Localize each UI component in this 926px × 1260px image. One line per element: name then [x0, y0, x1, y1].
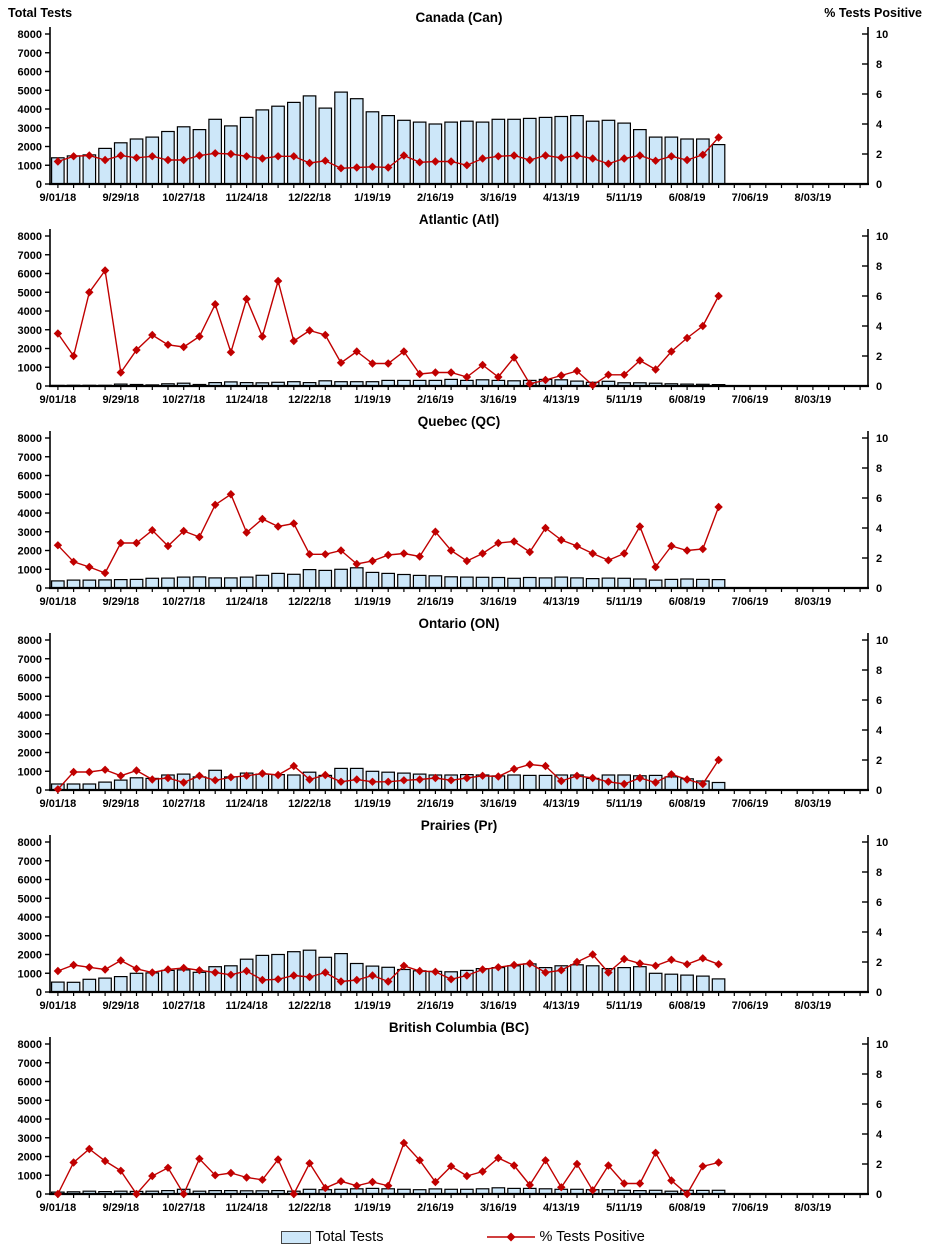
atlantic-chart	[0, 204, 926, 406]
svg-text:4: 4	[876, 1129, 883, 1141]
svg-text:2: 2	[876, 553, 883, 565]
svg-text:9/01/18: 9/01/18	[39, 394, 77, 406]
svg-text:9/29/18: 9/29/18	[102, 798, 140, 810]
svg-text:8/03/19: 8/03/19	[794, 394, 832, 406]
svg-text:6000: 6000	[17, 66, 42, 79]
svg-text:10/27/18: 10/27/18	[162, 798, 206, 810]
svg-text:3/16/19: 3/16/19	[479, 394, 517, 406]
svg-text:British Columbia (BC): British Columbia (BC)	[388, 1020, 530, 1035]
svg-text:8000: 8000	[17, 29, 42, 41]
svg-text:0: 0	[876, 785, 883, 797]
svg-text:9/01/18: 9/01/18	[39, 192, 77, 204]
svg-text:7/06/19: 7/06/19	[731, 1202, 769, 1214]
svg-text:10/27/18: 10/27/18	[162, 1202, 206, 1214]
svg-text:3/16/19: 3/16/19	[479, 596, 517, 608]
svg-text:8000: 8000	[17, 837, 42, 849]
svg-text:Prairies (Pr): Prairies (Pr)	[420, 818, 498, 833]
svg-text:4: 4	[876, 119, 883, 131]
svg-text:10/27/18: 10/27/18	[162, 394, 206, 406]
svg-text:5000: 5000	[17, 893, 42, 906]
svg-text:9/01/18: 9/01/18	[39, 798, 77, 810]
svg-text:7000: 7000	[17, 47, 42, 60]
svg-text:Ontario (ON): Ontario (ON)	[418, 616, 500, 631]
svg-text:2/16/19: 2/16/19	[417, 192, 454, 204]
svg-text:6000: 6000	[17, 1076, 42, 1089]
svg-text:6/08/19: 6/08/19	[668, 192, 706, 204]
svg-text:4/13/19: 4/13/19	[542, 192, 580, 204]
svg-text:4/13/19: 4/13/19	[542, 1202, 580, 1214]
svg-text:5/11/19: 5/11/19	[606, 1202, 643, 1214]
left-axis-title: Total Tests	[8, 6, 73, 20]
chart-panel-canada	[0, 2, 926, 204]
svg-text:4000: 4000	[17, 1114, 42, 1126]
svg-text:12/22/18: 12/22/18	[288, 596, 332, 608]
svg-text:12/22/18: 12/22/18	[288, 394, 332, 406]
svg-text:0: 0	[876, 583, 883, 595]
svg-text:4/13/19: 4/13/19	[542, 1000, 580, 1012]
svg-text:3/16/19: 3/16/19	[479, 1000, 517, 1012]
svg-text:7/06/19: 7/06/19	[731, 596, 769, 608]
svg-text:2000: 2000	[17, 1151, 42, 1164]
svg-text:4000: 4000	[17, 912, 42, 924]
svg-text:6/08/19: 6/08/19	[668, 1000, 706, 1012]
svg-text:7/06/19: 7/06/19	[731, 798, 769, 810]
svg-text:12/22/18: 12/22/18	[288, 192, 332, 204]
svg-text:0: 0	[876, 987, 883, 999]
svg-text:11/24/18: 11/24/18	[225, 596, 268, 608]
svg-text:6: 6	[876, 493, 883, 505]
svg-text:3000: 3000	[17, 526, 42, 539]
svg-text:3000: 3000	[17, 122, 42, 135]
svg-text:7000: 7000	[17, 249, 42, 262]
svg-text:6000: 6000	[17, 672, 42, 685]
svg-text:7000: 7000	[17, 1057, 42, 1070]
svg-text:2/16/19: 2/16/19	[417, 394, 454, 406]
svg-text:0: 0	[876, 1189, 883, 1201]
svg-text:4000: 4000	[17, 306, 42, 318]
svg-text:6000: 6000	[17, 874, 42, 887]
svg-text:10: 10	[876, 635, 889, 647]
chart-legend	[0, 1214, 926, 1260]
svg-text:0: 0	[35, 785, 42, 797]
svg-text:6000: 6000	[17, 268, 42, 281]
chart-panel-quebec	[0, 406, 926, 608]
svg-text:1000: 1000	[17, 160, 42, 173]
svg-text:10: 10	[876, 29, 889, 41]
svg-text:2000: 2000	[17, 747, 42, 760]
svg-text:3000: 3000	[17, 1132, 42, 1145]
svg-text:4: 4	[876, 725, 883, 737]
svg-text:11/24/18: 11/24/18	[225, 192, 268, 204]
svg-text:Canada (Can): Canada (Can)	[415, 10, 503, 25]
svg-text:7/06/19: 7/06/19	[731, 394, 769, 406]
svg-text:1/19/19: 1/19/19	[354, 192, 391, 204]
svg-text:2/16/19: 2/16/19	[417, 1202, 454, 1214]
svg-text:6/08/19: 6/08/19	[668, 1202, 706, 1214]
svg-text:10: 10	[876, 837, 889, 849]
svg-text:9/01/18: 9/01/18	[39, 596, 77, 608]
chart-panel-prairies	[0, 810, 926, 1012]
british-columbia-chart	[0, 1012, 926, 1214]
svg-text:6: 6	[876, 1099, 883, 1111]
svg-text:7000: 7000	[17, 653, 42, 666]
svg-text:1/19/19: 1/19/19	[354, 596, 391, 608]
svg-text:9/01/18: 9/01/18	[39, 1202, 77, 1214]
svg-text:8000: 8000	[17, 433, 42, 445]
svg-text:6: 6	[876, 291, 883, 303]
chart-panel-ontario	[0, 608, 926, 810]
svg-text:8/03/19: 8/03/19	[794, 192, 832, 204]
svg-text:0: 0	[35, 381, 42, 393]
svg-text:6/08/19: 6/08/19	[668, 798, 706, 810]
svg-text:11/24/18: 11/24/18	[225, 394, 268, 406]
svg-text:8000: 8000	[17, 635, 42, 647]
svg-text:12/22/18: 12/22/18	[288, 1000, 332, 1012]
svg-text:5000: 5000	[17, 489, 42, 502]
svg-text:8: 8	[876, 59, 883, 71]
svg-text:11/24/18: 11/24/18	[225, 1000, 268, 1012]
svg-text:6: 6	[876, 897, 883, 909]
svg-text:0: 0	[35, 179, 42, 191]
total-tests-swatch	[281, 1231, 311, 1244]
svg-text:5000: 5000	[17, 1095, 42, 1108]
svg-text:6: 6	[876, 695, 883, 707]
legend-pct-positive-label: % Tests Positive	[539, 1229, 645, 1245]
canada-chart	[0, 2, 926, 204]
svg-text:2/16/19: 2/16/19	[417, 798, 454, 810]
svg-text:0: 0	[35, 583, 42, 595]
svg-text:4: 4	[876, 321, 883, 333]
svg-text:2: 2	[876, 755, 883, 767]
svg-text:8: 8	[876, 1069, 883, 1081]
svg-text:8: 8	[876, 463, 883, 475]
svg-text:5000: 5000	[17, 691, 42, 704]
svg-text:1000: 1000	[17, 564, 42, 577]
svg-text:5/11/19: 5/11/19	[606, 1000, 643, 1012]
svg-text:9/29/18: 9/29/18	[102, 394, 140, 406]
svg-text:0: 0	[876, 381, 883, 393]
svg-text:3/16/19: 3/16/19	[479, 798, 517, 810]
svg-text:10: 10	[876, 433, 889, 445]
svg-text:0: 0	[876, 179, 883, 191]
svg-text:4000: 4000	[17, 104, 42, 116]
svg-text:2/16/19: 2/16/19	[417, 1000, 454, 1012]
svg-text:3/16/19: 3/16/19	[479, 1202, 517, 1214]
svg-text:11/24/18: 11/24/18	[225, 798, 268, 810]
svg-text:9/29/18: 9/29/18	[102, 596, 140, 608]
svg-text:8000: 8000	[17, 231, 42, 243]
svg-text:4000: 4000	[17, 508, 42, 520]
svg-text:8/03/19: 8/03/19	[794, 1000, 832, 1012]
pct-positive-line-swatch	[487, 1231, 535, 1243]
svg-text:11/24/18: 11/24/18	[225, 1202, 268, 1214]
svg-text:3000: 3000	[17, 930, 42, 943]
svg-text:5000: 5000	[17, 85, 42, 98]
svg-text:6/08/19: 6/08/19	[668, 394, 706, 406]
svg-text:9/29/18: 9/29/18	[102, 1000, 140, 1012]
ontario-chart	[0, 608, 926, 810]
svg-text:0: 0	[35, 1189, 42, 1201]
svg-text:2/16/19: 2/16/19	[417, 596, 454, 608]
svg-text:10/27/18: 10/27/18	[162, 192, 206, 204]
svg-text:3/16/19: 3/16/19	[479, 192, 517, 204]
svg-text:6000: 6000	[17, 470, 42, 483]
svg-text:1/19/19: 1/19/19	[354, 798, 391, 810]
svg-text:6: 6	[876, 89, 883, 101]
svg-text:5000: 5000	[17, 287, 42, 300]
svg-text:2000: 2000	[17, 545, 42, 558]
legend-pct-positive-group	[487, 1229, 644, 1245]
svg-text:8: 8	[876, 261, 883, 273]
svg-text:1000: 1000	[17, 1170, 42, 1183]
svg-text:2: 2	[876, 957, 883, 969]
svg-text:5/11/19: 5/11/19	[606, 394, 643, 406]
svg-text:8/03/19: 8/03/19	[794, 1202, 832, 1214]
svg-text:6/08/19: 6/08/19	[668, 596, 706, 608]
svg-text:9/29/18: 9/29/18	[102, 192, 140, 204]
svg-text:7/06/19: 7/06/19	[731, 192, 769, 204]
svg-text:1000: 1000	[17, 766, 42, 779]
chart-panel-atlantic	[0, 204, 926, 406]
svg-text:2000: 2000	[17, 343, 42, 356]
svg-text:7/06/19: 7/06/19	[731, 1000, 769, 1012]
svg-text:10/27/18: 10/27/18	[162, 1000, 206, 1012]
svg-text:1/19/19: 1/19/19	[354, 394, 391, 406]
svg-text:5/11/19: 5/11/19	[606, 596, 643, 608]
svg-text:8: 8	[876, 867, 883, 879]
svg-text:0: 0	[35, 987, 42, 999]
legend-total-tests-label: Total Tests	[315, 1229, 384, 1245]
svg-text:2: 2	[876, 351, 883, 363]
svg-text:3000: 3000	[17, 728, 42, 741]
svg-text:2: 2	[876, 149, 883, 161]
svg-text:5/11/19: 5/11/19	[606, 798, 643, 810]
svg-text:2000: 2000	[17, 141, 42, 154]
svg-text:2: 2	[876, 1159, 883, 1171]
svg-text:5/11/19: 5/11/19	[606, 192, 643, 204]
svg-text:8/03/19: 8/03/19	[794, 798, 832, 810]
svg-text:Atlantic (Atl): Atlantic (Atl)	[418, 212, 500, 227]
svg-text:12/22/18: 12/22/18	[288, 1202, 332, 1214]
svg-text:7000: 7000	[17, 855, 42, 868]
svg-text:8000: 8000	[17, 1039, 42, 1051]
legend-total-tests-group	[281, 1229, 383, 1245]
svg-text:4/13/19: 4/13/19	[542, 798, 580, 810]
svg-text:10/27/18: 10/27/18	[162, 596, 206, 608]
quebec-chart	[0, 406, 926, 608]
svg-text:10: 10	[876, 1039, 889, 1051]
svg-text:4: 4	[876, 927, 883, 939]
svg-text:4000: 4000	[17, 710, 42, 722]
svg-text:1000: 1000	[17, 968, 42, 981]
svg-text:4/13/19: 4/13/19	[542, 596, 580, 608]
svg-text:8: 8	[876, 665, 883, 677]
prairies-chart	[0, 810, 926, 1012]
svg-text:9/01/18: 9/01/18	[39, 1000, 77, 1012]
svg-text:1000: 1000	[17, 362, 42, 375]
svg-text:8/03/19: 8/03/19	[794, 596, 832, 608]
svg-text:12/22/18: 12/22/18	[288, 798, 332, 810]
svg-text:9/29/18: 9/29/18	[102, 1202, 140, 1214]
svg-text:4/13/19: 4/13/19	[542, 394, 580, 406]
svg-text:7000: 7000	[17, 451, 42, 464]
svg-text:1/19/19: 1/19/19	[354, 1000, 391, 1012]
svg-text:2000: 2000	[17, 949, 42, 962]
svg-text:3000: 3000	[17, 324, 42, 337]
svg-text:10: 10	[876, 231, 889, 243]
svg-text:4: 4	[876, 523, 883, 535]
svg-text:1/19/19: 1/19/19	[354, 1202, 391, 1214]
right-axis-title: % Tests Positive	[824, 6, 922, 20]
svg-text:Quebec (QC): Quebec (QC)	[417, 414, 501, 429]
chart-panel-british-columbia	[0, 1012, 926, 1214]
